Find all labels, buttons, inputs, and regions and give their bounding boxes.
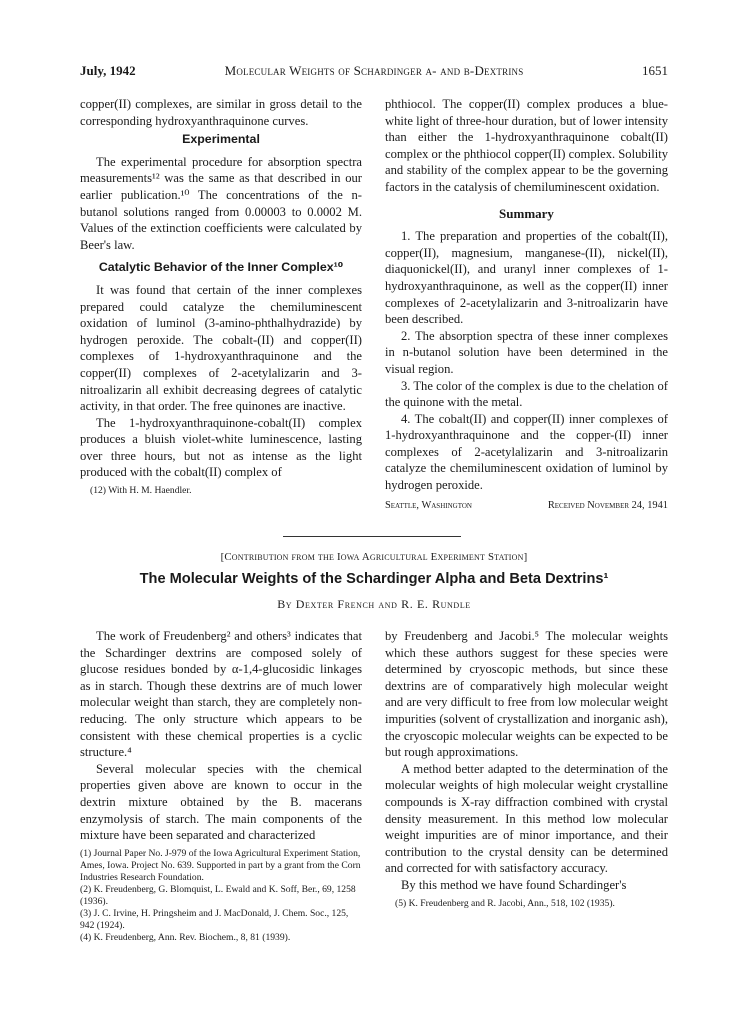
summary-item: 1. The preparation and properties of the cobalt(II), copper(II), magnesium, manganese-(II), nickel(II), diaquonickel(II), and uranyl inner complexes of 1-hydroxyanthraquinone, as well as the copper(II) inner complexes of 2-acetylalizarin and 3-nitroalizarin have been described.	[385, 229, 668, 327]
left-column-bottom	[80, 628, 362, 944]
right-column-bottom	[385, 628, 668, 910]
summary-item: 2. The absorption spectra of these inner complexes in n-butanol solution have been determined in the visual region.	[385, 328, 668, 376]
sign-received: Received November 24, 1941	[547, 499, 668, 511]
paragraph: by Freudenberg and Jacobi.⁵ The molecular weights which these authors suggest for these species were determined by cryoscopic methods, but since these dextrins are of comparatively high molecular weight and are very difficult to free from low molecular weight impurities (solvent of crystallization and inorganic ash), the cryoscopic molecular weights can be expected to be but rough approximations.	[385, 629, 668, 760]
header-running-title: Molecular Weights of Schardinger α- and β-Dextrins	[224, 63, 524, 78]
footnote-2: (2) K. Freudenberg, G. Blomquist, L. Ewald and K. Soff, Ber., 69, 1258 (1936).	[80, 883, 356, 907]
header-date: July, 1942	[80, 63, 136, 78]
experimental-heading: Experimental	[182, 132, 260, 147]
footnotes-right	[385, 898, 668, 910]
paragraph: A method better adapted to the determination of the molecular weights of high molecular weight crystalline compounds is X-ray diffraction combined with crystal density measurement. In this method low molecular weight impurities are of minor importance, and their contribution to the crystal density can be determined and corrected for with satisfactory accuracy.	[385, 761, 668, 876]
paragraph: copper(II) complexes, are similar in gross detail to the corresponding hydroxyanthraquinone curves.	[80, 97, 362, 128]
summary-item: 4. The cobalt(II) and copper(II) inner complexes of 1-hydroxyanthraquinone and the copper-(II) inner complexes of 2-acetylalizarin and 3-nitroalizarin catalyze the chemiluminescent oxidation of luminol by hydrogen peroxide.	[385, 411, 668, 493]
paragraph: Several molecular species with the chemical properties given above are known to occur in the dextrin mixture obtained by the B. macerans enzymolysis of starch. The main components of the mixture have been separated and characterized	[80, 761, 362, 843]
header-page-number: 1651	[642, 63, 668, 78]
summary-item: 3. The color of the complex is due to the chelation of the quinone with the metal.	[385, 378, 668, 410]
contribution-line: [Contribution from the Iowa Agricultural Experiment Station]	[220, 551, 528, 563]
footnote-1: (1) Journal Paper No. J-979 of the Iowa Agricultural Experiment Station, Ames, Iowa. Project No. 639. Supported in part by a grant from the Corn Industries Research Foundation.	[80, 847, 361, 883]
paragraph: The experimental procedure for absorption spectra measurements¹² was the same as that described in our earlier publication.¹⁰ The concentrations of the n-butanol solutions ranged from 0.00003 to 0.0002 M. Values of the extinction coefficients were calculated by Beer's law.	[80, 154, 362, 252]
paragraph: By this method we have found Schardinger's	[401, 877, 627, 892]
catalytic-heading: Catalytic Behavior of the Inner Complex¹⁰	[98, 260, 344, 275]
footnote-12	[80, 485, 362, 497]
section-divider	[283, 536, 461, 537]
footnotes	[80, 848, 362, 944]
paragraph: phthiocol. The copper(II) complex produces a blue-white light of three-hour duration, but of lower intensity than either the 1-hydroxyanthraquinone cobalt(II) complex or the phthiocol copper(II) complex. Solubility and stability of the complex appear to be the governing factors in the catalysis of chemiluminescent oxidation.	[385, 97, 668, 194]
article-title: The Molecular Weights of the Schardinger Alpha and Beta Dextrins¹	[139, 571, 609, 587]
paragraph: The work of Freudenberg² and others³ indicates that the Schardinger dextrins are composed solely of glucose residues bonded by α-1,4-glucosidic linkages as in starch. Though these dextrins are of much lower molecular weight than starch, they are completely non-reducing. The only structure which appears to be consistent with these chemical properties is a cyclic structure.⁴	[80, 629, 362, 760]
summary-heading: Summary	[499, 205, 554, 221]
paragraph: It was found that certain of the inner complexes prepared could catalyze the chemiluminescent oxidation of luminol (3-amino-phthalhydrazide) by hydrogen peroxide. The cobalt-(II) and copper(II) complexes of 1-hydroxyanthraquinone and the copper(II) complexes of 2-acetylalizarin and 3-nitroalizarin all exhibit decreasing degrees of catalytic activity, in that order. The free quinones are inactive.	[80, 282, 362, 414]
sign-place: Seattle, Washington	[385, 499, 472, 511]
paragraph: The 1-hydroxyanthraquinone-cobalt(II) complex produces a bluish violet-white luminescence, lasting over three hours, but not as intense as the light produced with the cobalt(II) complex of	[80, 415, 362, 480]
left-column-top	[80, 96, 362, 497]
footnote-text: (12) With H. M. Haendler.	[90, 485, 192, 497]
footnote-5: (5) K. Freudenberg and R. Jacobi, Ann., 518, 102 (1935).	[395, 897, 615, 909]
running-header	[80, 63, 668, 81]
footnote-3: (3) J. C. Irvine, H. Pringsheim and J. MacDonald, J. Chem. Soc., 125, 942 (1924).	[80, 907, 349, 931]
article-authors: By Dexter French and R. E. Rundle	[277, 597, 471, 611]
signature-line	[385, 498, 668, 515]
footnote-4: (4) K. Freudenberg, Ann. Rev. Biochem., 8, 81 (1939).	[80, 931, 291, 943]
right-column-top	[385, 96, 668, 514]
